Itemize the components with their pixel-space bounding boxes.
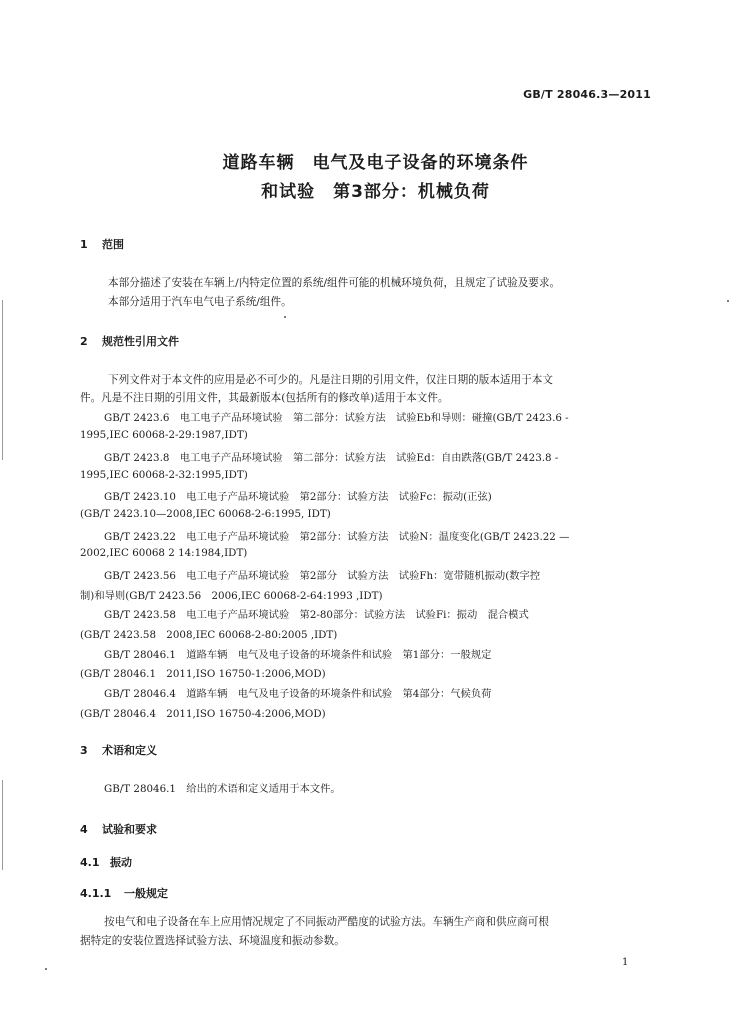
section-1-title: 范围	[102, 238, 124, 251]
section-4-title: 试验和要求	[102, 823, 157, 836]
reference-5-line-2: 制)和导则(GB/T 2423.56 2006,IEC 60068-2-64:1993 ,IDT)	[80, 590, 383, 602]
reference-5-line-1: GB/T 2423.56 电工电子产品环境试验 第2部分 试验方法 试验Fh：宽带随机振动(数字控	[104, 570, 541, 582]
reference-8-line-1: GB/T 28046.4 道路车辆 电气及电子设备的环境条件和试验 第4部分：气候负荷	[104, 688, 492, 700]
reference-3-line-2: (GB/T 2423.10—2008,IEC 60068-2-6:1995, IDT)	[80, 508, 331, 520]
section-2-intro-line-1: 下列文件对于本文件的应用是必不可少的。凡是注日期的引用文件，仅注日期的版本适用于本文	[108, 374, 553, 386]
subsection-4-1-1-title: 一般规定	[124, 887, 168, 900]
title-line-1: 道路车辆 电气及电子设备的环境条件	[222, 153, 529, 173]
reference-1-line-2: 1995,IEC 60068-2-29:1987,IDT)	[80, 429, 248, 441]
section-4-heading	[80, 821, 157, 837]
reference-3-line-1: GB/T 2423.10 电工电子产品环境试验 第2部分：试验方法 试验Fc：振动(正弦)	[104, 491, 492, 503]
section-3-number: 3	[80, 744, 88, 757]
reference-1-line-1: GB/T 2423.6 电工电子产品环境试验 第二部分：试验方法 试验Eb和导则：碰撞(GB/T 2423.6 -	[104, 412, 569, 424]
title-line-2: 和试验 第3部分：机械负荷	[261, 182, 490, 202]
reference-6-line-1: GB/T 2423.58 电工电子产品环境试验 第2-80部分：试验方法 试验Fi：振动 混合模式	[104, 609, 529, 621]
page-number: 1	[622, 957, 629, 968]
section-1-para-1: 本部分描述了安装在车辆上/内特定位置的系统/组件可能的机械环境负荷，且规定了试验及要求。	[108, 277, 561, 289]
subsection-4-1-number: 4.1	[80, 856, 100, 869]
reference-4-line-2: 2002,IEC 60068 2 14:1984,IDT)	[80, 547, 248, 559]
reference-6-line-2: (GB/T 2423.58 2008,IEC 60068-2-80:2005 ,IDT)	[80, 629, 338, 641]
section-3-title: 术语和定义	[102, 744, 157, 757]
section-1-number: 1	[80, 238, 88, 251]
scan-speck	[727, 300, 729, 302]
subsection-4-1-1-number: 4.1.1	[80, 887, 112, 900]
reference-7-line-2: (GB/T 28046.1 2011,ISO 16750-1:2006,MOD)	[80, 668, 326, 680]
section-3-heading	[80, 742, 157, 758]
scan-edge-mark	[2, 300, 3, 460]
reference-4-line-1: GB/T 2423.22 电工电子产品环境试验 第2部分：试验方法 试验N：温度变化(GB/T 2423.22 —	[104, 531, 570, 543]
subsection-4-1-1-heading	[80, 885, 168, 901]
section-1-para-2: 本部分适用于汽车电气电子系统/组件。	[108, 296, 292, 308]
section-2-heading	[80, 333, 179, 349]
subsection-4-1-heading	[80, 854, 132, 870]
section-4-number: 4	[80, 823, 88, 836]
reference-2-line-2: 1995,IEC 60068-2-32:1995,IDT)	[80, 469, 248, 481]
standard-number: GB/T 28046.3—2011	[523, 88, 651, 101]
scan-speck	[284, 316, 286, 318]
scan-speck	[45, 968, 47, 970]
section-2-number: 2	[80, 335, 88, 348]
section-4-para-1: 按电气和电子设备在车上应用情况规定了不同振动严酷度的试验方法。车辆生产商和供应商可根	[104, 916, 549, 928]
reference-7-line-1: GB/T 28046.1 道路车辆 电气及电子设备的环境条件和试验 第1部分：一般规定	[104, 649, 492, 661]
section-3-para-1: GB/T 28046.1 给出的术语和定义适用于本文件。	[104, 783, 341, 795]
subsection-4-1-title: 振动	[110, 856, 132, 869]
section-1-heading	[80, 236, 124, 252]
reference-2-line-1: GB/T 2423.8 电工电子产品环境试验 第二部分：试验方法 试验Ed：自由跌落(GB/T 2423.8 -	[104, 452, 559, 464]
section-2-intro-line-2: 件。凡是不注日期的引用文件，其最新版本(包括所有的修改单)适用于本文件。	[80, 392, 449, 404]
reference-8-line-2: (GB/T 28046.4 2011,ISO 16750-4:2006,MOD)	[80, 708, 326, 720]
scan-edge-mark	[2, 780, 3, 870]
section-2-title: 规范性引用文件	[102, 335, 179, 348]
section-4-para-2: 据特定的安装位置选择试验方法、环境温度和振动参数。	[80, 935, 345, 947]
